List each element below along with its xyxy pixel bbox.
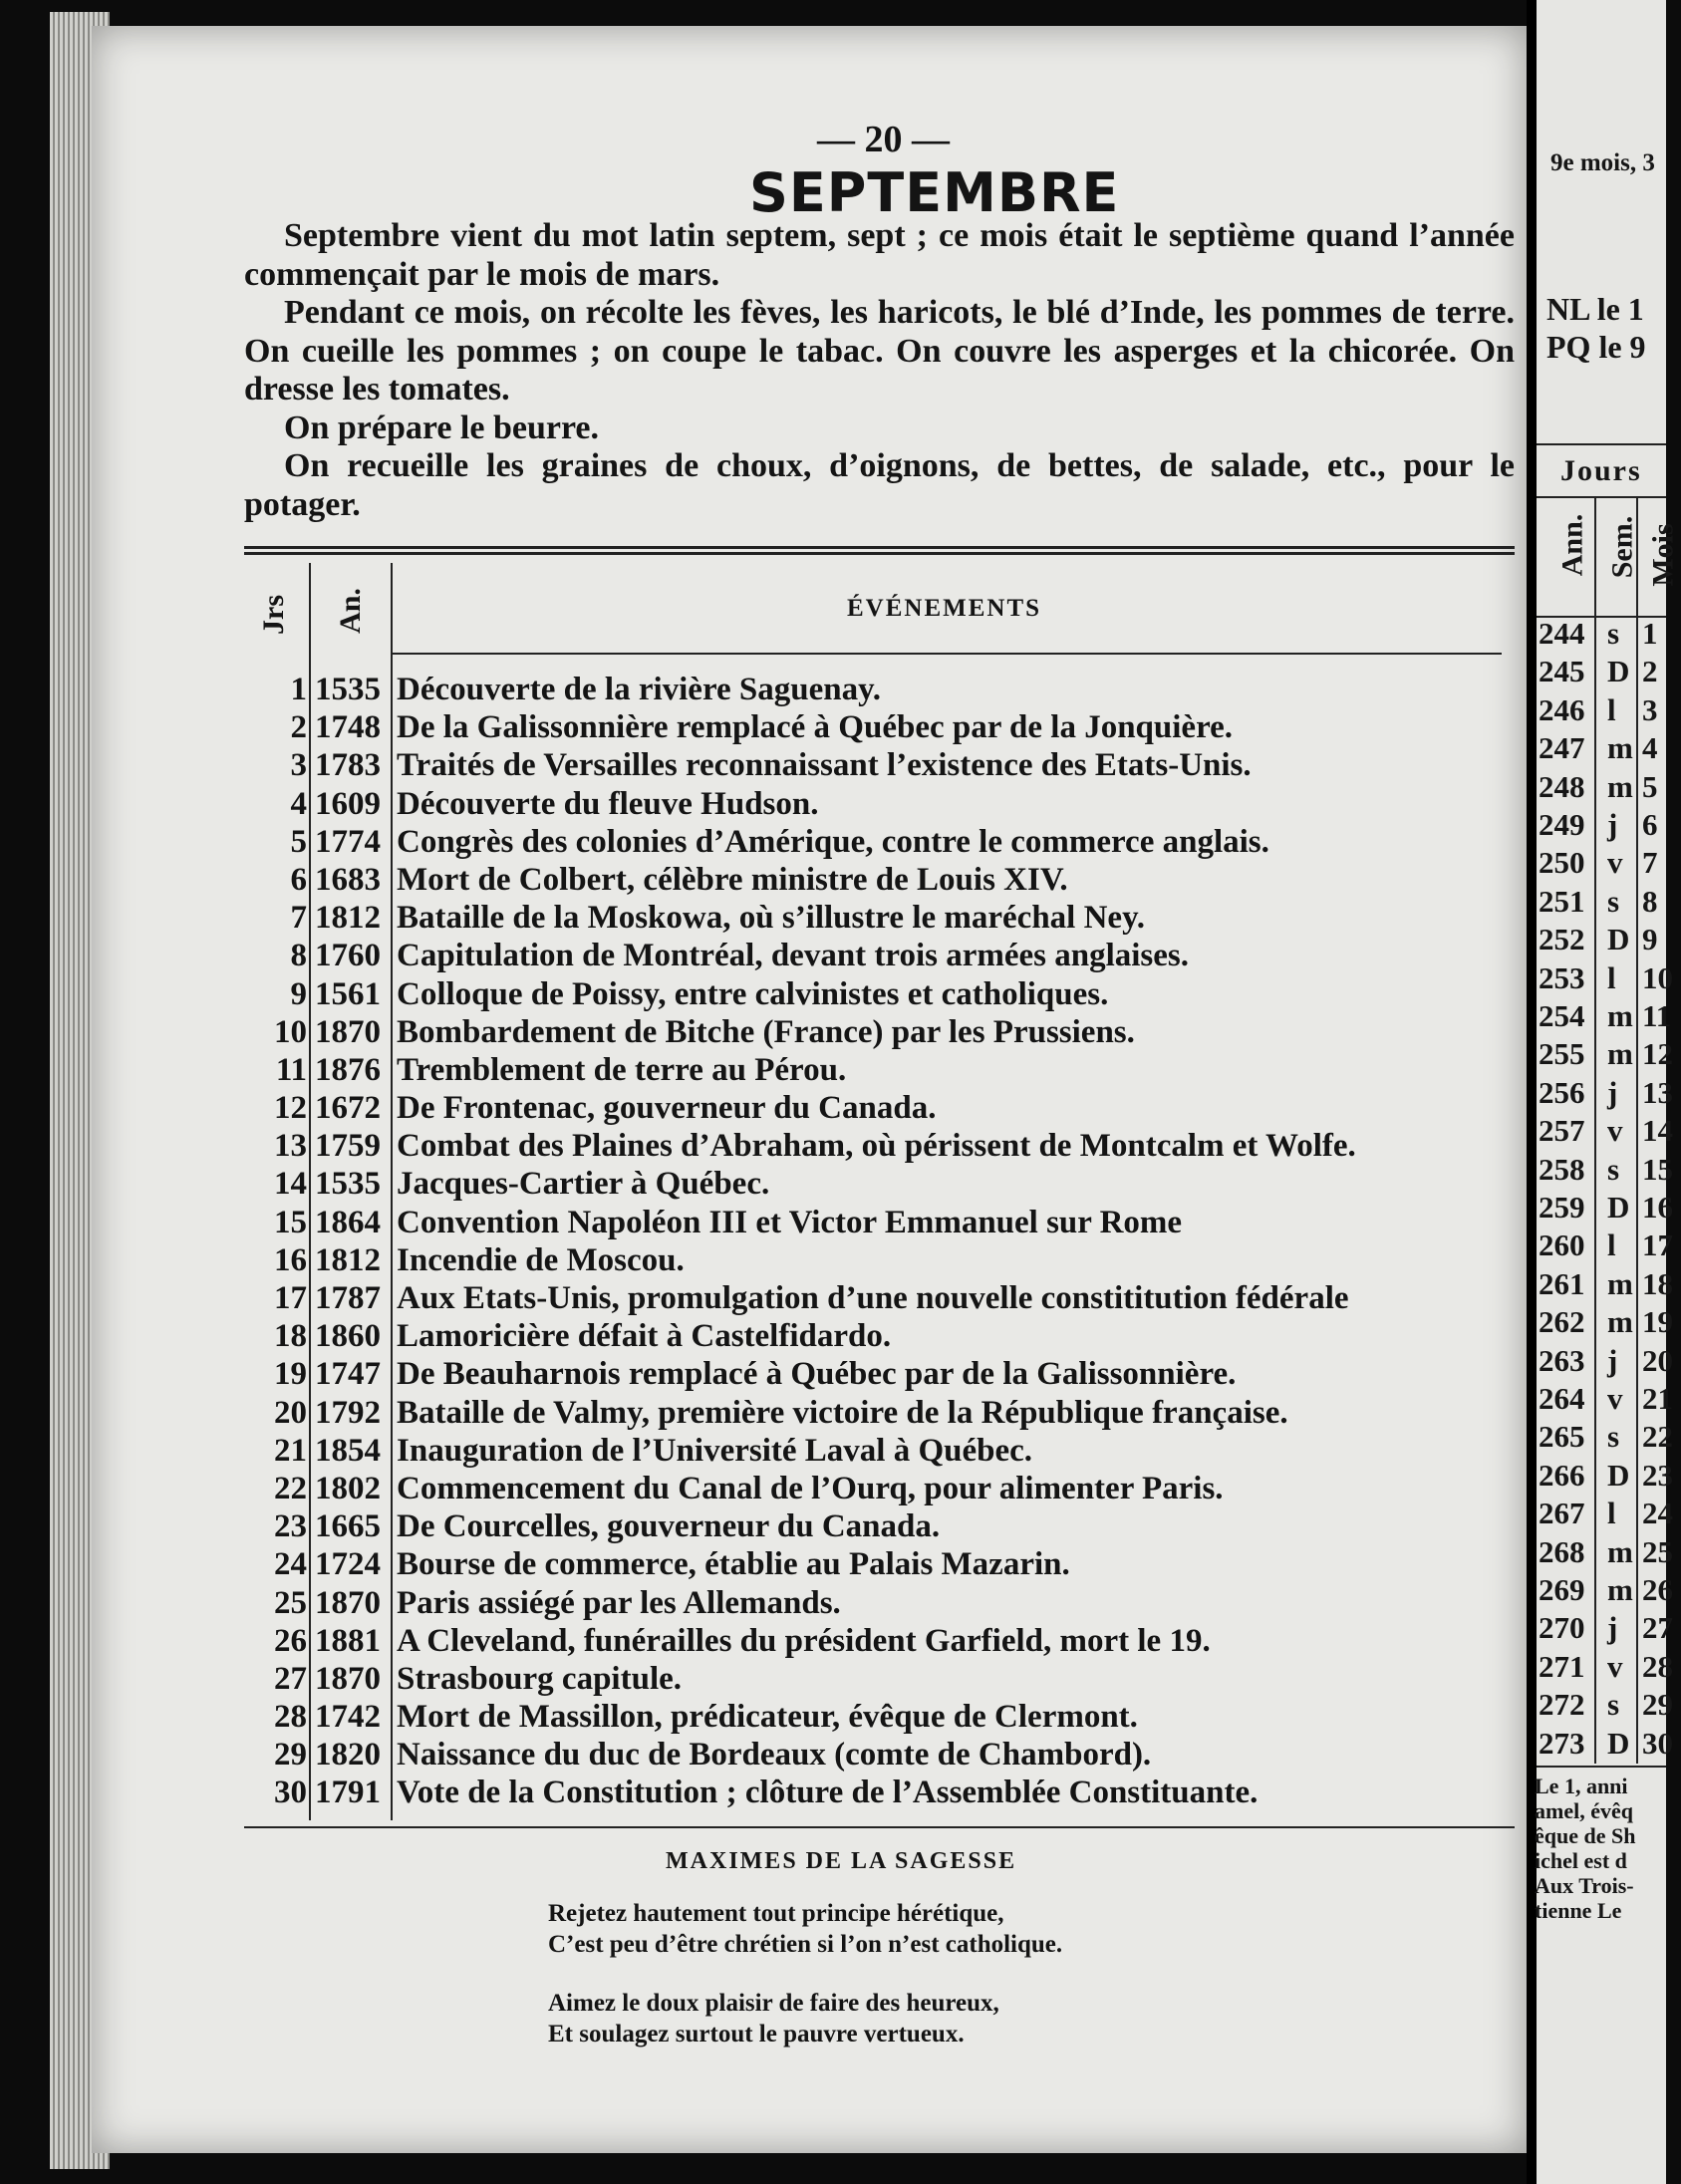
year-cell: 1683 — [315, 861, 381, 898]
right-mois-cell: 13 — [1642, 1074, 1673, 1110]
right-sem-cell: D — [1607, 1725, 1630, 1761]
right-sem-cell: m — [1607, 998, 1633, 1033]
right-ann-cell: 253 — [1539, 959, 1585, 995]
right-mois-cell: 26 — [1642, 1572, 1673, 1607]
table-row — [244, 1166, 1530, 1204]
day-cell: 18 — [274, 1318, 307, 1355]
day-cell: 1 — [290, 672, 307, 707]
day-cell: 11 — [275, 1051, 307, 1088]
right-ann-cell: 254 — [1539, 998, 1585, 1033]
event-cell: A Cleveland, funérailles du président Garfield, mort le 19. — [397, 1622, 1211, 1659]
event-cell: Bombardement de Bitche (France) par les Prussiens. — [397, 1013, 1135, 1050]
maxims-title: MAXIMES DE LA SAGESSE — [666, 1848, 1017, 1874]
right-sem-cell: s — [1607, 616, 1620, 651]
right-ann-cell: 264 — [1539, 1381, 1585, 1416]
year-cell: 1870 — [315, 1660, 381, 1697]
maxim-line: Rejetez hautement tout principe hérétique, — [548, 1900, 1004, 1927]
table-row — [244, 824, 1530, 862]
right-ann-cell: 267 — [1539, 1496, 1585, 1531]
event-cell: Aux Etats-Unis, promulgation d’une nouvelle constititution fédérale — [397, 1280, 1349, 1316]
right-mois-cell: 20 — [1642, 1342, 1673, 1378]
table-row — [244, 1090, 1530, 1128]
right-ann-cell: 252 — [1539, 922, 1585, 957]
right-sem-cell: l — [1607, 1496, 1616, 1531]
right-ann-cell: 260 — [1539, 1228, 1585, 1263]
year-cell: 1672 — [315, 1090, 381, 1127]
right-mois-cell: 10 — [1642, 959, 1673, 995]
day-cell: 15 — [274, 1204, 307, 1240]
right-ann-cell: 265 — [1539, 1419, 1585, 1455]
event-cell: De Frontenac, gouverneur du Canada. — [397, 1090, 937, 1127]
right-ann-cell: 263 — [1539, 1342, 1585, 1378]
right-ann-cell: 268 — [1539, 1533, 1585, 1569]
table-row — [244, 1205, 1530, 1242]
right-mois-cell: 9 — [1642, 922, 1658, 957]
table-row — [244, 1737, 1530, 1774]
column-header-year: An. — [333, 588, 367, 634]
right-mois-cell: 2 — [1642, 654, 1658, 689]
table-row — [244, 1014, 1530, 1052]
year-cell: 1535 — [315, 672, 381, 707]
day-cell: 27 — [274, 1660, 307, 1697]
right-mois-cell: 22 — [1642, 1419, 1673, 1455]
day-cell: 5 — [290, 823, 307, 860]
event-cell: Capitulation de Montréal, devant trois armées anglaises. — [397, 938, 1190, 974]
events-table — [244, 672, 1530, 1813]
table-row — [244, 747, 1530, 785]
right-mois-cell: 15 — [1642, 1151, 1673, 1187]
right-sem-cell: s — [1607, 1151, 1620, 1187]
right-ann-cell: 272 — [1539, 1687, 1585, 1723]
year-cell: 1860 — [315, 1318, 381, 1355]
event-cell: De Beauharnois remplacé à Québec par de la Galissonnière. — [397, 1356, 1237, 1393]
year-cell: 1609 — [315, 785, 381, 822]
right-mois-cell: 30 — [1642, 1725, 1673, 1761]
event-cell: Mort de Massillon, prédicateur, évêque de Clermont. — [397, 1699, 1138, 1736]
right-sem-cell: v — [1607, 1648, 1623, 1684]
day-cell: 8 — [290, 938, 307, 974]
table-row — [244, 1433, 1530, 1471]
maxim-line: Aimez le doux plaisir de faire des heureux, — [548, 1990, 999, 2017]
right-mois-cell: 29 — [1642, 1687, 1673, 1723]
day-cell: 19 — [274, 1356, 307, 1393]
right-sem-cell: l — [1607, 1228, 1616, 1263]
right-mois-cell: 17 — [1642, 1228, 1673, 1263]
right-note-line: Aux Trois- — [1535, 1873, 1634, 1898]
event-cell: Commencement du Canal de l’Ourq, pour alimenter Paris. — [397, 1470, 1224, 1506]
right-ann-cell: 256 — [1539, 1074, 1585, 1110]
table-row — [244, 976, 1530, 1014]
right-ann-cell: 271 — [1539, 1648, 1585, 1684]
year-cell: 1760 — [315, 938, 381, 974]
right-ann-cell: 258 — [1539, 1151, 1585, 1187]
year-cell: 1802 — [315, 1470, 381, 1506]
right-column-divider — [1636, 498, 1638, 1764]
right-ann-cell: 249 — [1539, 807, 1585, 842]
right-mois-cell: 21 — [1642, 1381, 1673, 1416]
day-cell: 17 — [274, 1280, 307, 1316]
day-cell: 22 — [274, 1470, 307, 1506]
year-cell: 1870 — [315, 1013, 381, 1050]
right-sem-cell: m — [1607, 1533, 1633, 1569]
event-cell: Bataille de la Moskowa, où s’illustre le maréchal Ney. — [397, 900, 1145, 937]
right-mois-cell: 8 — [1642, 883, 1658, 919]
event-cell: Jacques-Cartier à Québec. — [397, 1166, 770, 1203]
intro-paragraph: Pendant ce mois, on récolte les fèves, les haricots, le blé d’Inde, les pommes de terre. On cueille les pommes ; on coupe le tabac. On couvre les asperges et la chicorée. On dresse les tomates. — [244, 294, 1515, 408]
maxim-stanza — [548, 1988, 1246, 2049]
year-cell: 1747 — [315, 1356, 381, 1393]
intro-paragraph: On recueille les graines de choux, d’oignons, de bettes, de salade, etc., pour le potager. — [244, 447, 1515, 523]
day-cell: 24 — [274, 1546, 307, 1583]
right-mois-cell: 3 — [1642, 691, 1658, 727]
right-sem-cell: j — [1607, 807, 1618, 842]
right-sem-cell: m — [1607, 1572, 1633, 1607]
right-sem-cell: D — [1607, 1190, 1630, 1225]
event-cell: Naissance du duc de Bordeaux (comte de Chambord). — [397, 1737, 1152, 1774]
right-ann-cell: 261 — [1539, 1265, 1585, 1301]
right-sem-cell: m — [1607, 768, 1633, 804]
table-row — [244, 1128, 1530, 1166]
page-number: — 20 — — [817, 119, 950, 160]
right-col-ann: Ann. — [1555, 513, 1589, 577]
right-ann-cell: 270 — [1539, 1610, 1585, 1646]
right-ann-cell: 248 — [1539, 768, 1585, 804]
event-cell: Combat des Plaines d’Abraham, où périssent de Montcalm et Wolfe. — [397, 1128, 1356, 1165]
day-cell: 4 — [290, 785, 307, 822]
table-row — [244, 1661, 1530, 1699]
right-ann-cell: 246 — [1539, 691, 1585, 727]
right-sem-cell: j — [1607, 1342, 1618, 1378]
right-sem-cell: s — [1607, 1687, 1620, 1723]
table-row — [244, 1585, 1530, 1623]
intro-paragraph: Septembre vient du mot latin septem, sept ; ce mois était le septième quand l’année commençait par le mois de mars. — [244, 217, 1515, 293]
right-mois-cell: 7 — [1642, 845, 1658, 881]
event-cell: Mort de Colbert, célèbre ministre de Louis XIV. — [397, 861, 1068, 898]
right-mois-cell: 6 — [1642, 807, 1658, 842]
right-mois-cell: 18 — [1642, 1265, 1673, 1301]
table-row — [244, 1280, 1530, 1318]
table-row — [244, 1623, 1530, 1661]
event-cell: Vote de la Constitution ; clôture de l’Assemblée Constituante. — [397, 1774, 1259, 1811]
year-cell: 1791 — [315, 1774, 381, 1811]
right-sem-cell: s — [1607, 1419, 1620, 1455]
right-ann-cell: 269 — [1539, 1572, 1585, 1607]
maxim-line: C’est peu d’être chrétien si l’on n’est catholique. — [548, 1931, 1063, 1958]
day-cell: 9 — [290, 975, 307, 1012]
table-row — [244, 1052, 1530, 1090]
day-cell: 12 — [274, 1090, 307, 1127]
right-note-line: Le 1, anni — [1535, 1774, 1628, 1798]
right-ann-cell: 266 — [1539, 1457, 1585, 1493]
day-cell: 13 — [274, 1128, 307, 1165]
right-sem-cell: v — [1607, 1381, 1623, 1416]
right-ann-cell: 251 — [1539, 883, 1585, 919]
year-cell: 1759 — [315, 1128, 381, 1165]
table-row — [244, 1395, 1530, 1433]
right-mois-cell: 23 — [1642, 1457, 1673, 1493]
year-cell: 1820 — [315, 1737, 381, 1774]
day-cell: 26 — [274, 1622, 307, 1659]
event-cell: Incendie de Moscou. — [397, 1241, 685, 1278]
footer-rule — [244, 1826, 1515, 1828]
year-cell: 1870 — [315, 1584, 381, 1621]
day-cell: 6 — [290, 861, 307, 898]
right-sem-cell: m — [1607, 1036, 1633, 1072]
right-sem-cell: j — [1607, 1074, 1618, 1110]
right-col-mois: Mois — [1646, 523, 1680, 587]
year-cell: 1535 — [315, 1166, 381, 1203]
day-cell: 10 — [274, 1013, 307, 1050]
table-row — [244, 1356, 1530, 1394]
right-sem-cell: s — [1607, 883, 1620, 919]
day-cell: 29 — [274, 1737, 307, 1774]
year-cell: 1864 — [315, 1204, 381, 1240]
table-row — [244, 672, 1530, 709]
right-mois-cell: 4 — [1642, 730, 1658, 766]
column-header-events: ÉVÉNEMENTS — [847, 595, 1042, 622]
right-ann-cell: 244 — [1539, 616, 1585, 651]
right-col-sem: Sem. — [1605, 515, 1639, 579]
page-title: SEPTEMBRE — [749, 161, 1120, 224]
right-mois-cell: 16 — [1642, 1190, 1673, 1225]
day-cell: 3 — [290, 747, 307, 784]
year-cell: 1787 — [315, 1280, 381, 1316]
year-cell: 1876 — [315, 1051, 381, 1088]
year-cell: 1881 — [315, 1622, 381, 1659]
right-sem-cell: D — [1607, 1457, 1630, 1493]
right-mois-cell: 12 — [1642, 1036, 1673, 1072]
right-note-line: amel, évêq — [1535, 1798, 1633, 1823]
event-cell: De Courcelles, gouverneur du Canada. — [397, 1508, 941, 1545]
day-cell: 28 — [274, 1699, 307, 1736]
right-sem-cell: D — [1607, 654, 1630, 689]
right-mois-cell: 27 — [1642, 1610, 1673, 1646]
right-note-line: tienne Le — [1535, 1898, 1622, 1923]
right-ann-cell: 255 — [1539, 1036, 1585, 1072]
day-cell: 14 — [274, 1166, 307, 1203]
right-note-line: ichel est d — [1535, 1848, 1627, 1873]
event-cell: Paris assiégé par les Allemands. — [397, 1584, 841, 1621]
table-row — [244, 1546, 1530, 1584]
year-cell: 1742 — [315, 1699, 381, 1736]
table-row — [244, 1699, 1530, 1737]
right-page-rule — [1537, 496, 1666, 498]
header-rule — [244, 546, 1515, 555]
event-cell: Inauguration de l’Université Laval à Québec. — [397, 1432, 1033, 1469]
year-cell: 1748 — [315, 709, 381, 746]
event-cell: Traités de Versailles reconnaissant l’existence des Etats-Unis. — [397, 747, 1252, 784]
year-cell: 1792 — [315, 1394, 381, 1431]
right-ann-cell: 273 — [1539, 1725, 1585, 1761]
right-page-header: 9e mois, 3 — [1550, 149, 1655, 176]
year-cell: 1561 — [315, 975, 381, 1012]
right-mois-cell: 1 — [1642, 616, 1658, 651]
event-cell: Strasbourg capitule. — [397, 1660, 683, 1697]
day-cell: 25 — [274, 1584, 307, 1621]
event-cell: Lamoricière défait à Castelfidardo. — [397, 1318, 892, 1355]
right-ann-cell: 247 — [1539, 730, 1585, 766]
right-mois-cell: 11 — [1642, 998, 1672, 1033]
maxim-line: Et soulagez surtout le pauvre vertueux. — [548, 2021, 965, 2048]
right-sem-cell: m — [1607, 730, 1633, 766]
year-cell: 1812 — [315, 900, 381, 937]
table-row — [244, 1508, 1530, 1546]
right-ann-cell: 262 — [1539, 1304, 1585, 1340]
right-mois-cell: 19 — [1642, 1304, 1673, 1340]
right-page-jours: Jours — [1560, 454, 1642, 487]
right-sem-cell: m — [1607, 1265, 1633, 1301]
table-row — [244, 862, 1530, 900]
right-ann-cell: 259 — [1539, 1190, 1585, 1225]
right-ann-cell: 257 — [1539, 1113, 1585, 1149]
event-cell: Colloque de Poissy, entre calvinistes et catholiques. — [397, 975, 1109, 1012]
event-cell: Bataille de Valmy, première victoire de la République française. — [397, 1394, 1288, 1431]
maxim-stanza — [548, 1898, 1246, 1960]
day-cell: 30 — [274, 1774, 307, 1811]
right-sem-cell: l — [1607, 691, 1616, 727]
table-row — [244, 1318, 1530, 1356]
right-sem-cell: v — [1607, 845, 1623, 881]
event-cell: De la Galissonnière remplacé à Québec par de la Jonquière. — [397, 709, 1234, 746]
day-cell: 23 — [274, 1508, 307, 1545]
table-row — [244, 1242, 1530, 1280]
event-cell: Découverte du fleuve Hudson. — [397, 785, 819, 822]
day-cell: 20 — [274, 1394, 307, 1431]
event-cell: Convention Napoléon III et Victor Emmanuel sur Rome — [397, 1204, 1183, 1240]
intro-text — [244, 217, 1515, 524]
table-row — [244, 786, 1530, 824]
right-sem-cell: l — [1607, 959, 1616, 995]
column-header-day: Jrs — [257, 595, 290, 635]
right-ann-cell: 250 — [1539, 845, 1585, 881]
right-ann-cell: 245 — [1539, 654, 1585, 689]
right-note-line: êque de Sh — [1535, 1823, 1636, 1848]
event-cell: Bourse de commerce, établie au Palais Mazarin. — [397, 1546, 1070, 1583]
day-cell: 16 — [274, 1241, 307, 1278]
year-cell: 1724 — [315, 1546, 381, 1583]
right-mois-cell: 25 — [1642, 1533, 1673, 1569]
right-sem-cell: j — [1607, 1610, 1618, 1646]
table-row — [244, 938, 1530, 975]
event-cell: Congrès des colonies d’Amérique, contre le commerce anglais. — [397, 823, 1269, 860]
right-mois-cell: 28 — [1642, 1648, 1673, 1684]
table-row — [244, 709, 1530, 747]
intro-paragraph: On prépare le beurre. — [284, 409, 600, 446]
day-cell: 7 — [290, 900, 307, 937]
table-row — [244, 1774, 1530, 1812]
right-sem-cell: m — [1607, 1304, 1633, 1340]
right-mois-cell: 24 — [1642, 1496, 1673, 1531]
year-cell: 1812 — [315, 1241, 381, 1278]
moon-phase: PQ le 9 — [1546, 329, 1646, 365]
event-cell: Tremblement de terre au Pérou. — [397, 1051, 847, 1088]
day-cell: 21 — [274, 1432, 307, 1469]
right-mois-cell: 5 — [1642, 768, 1658, 804]
right-column-divider — [1594, 498, 1596, 1764]
right-mois-cell: 14 — [1642, 1113, 1673, 1149]
event-cell: Découverte de la rivière Saguenay. — [397, 672, 882, 707]
moon-phase: NL le 1 — [1546, 291, 1644, 327]
right-sem-cell: v — [1607, 1113, 1623, 1149]
right-page-rule — [1537, 443, 1666, 445]
year-cell: 1665 — [315, 1508, 381, 1545]
year-cell: 1854 — [315, 1432, 381, 1469]
right-page-rule — [1537, 1766, 1666, 1768]
header-underline — [391, 653, 1502, 655]
right-sem-cell: D — [1607, 922, 1630, 957]
table-row — [244, 1471, 1530, 1508]
day-cell: 2 — [290, 709, 307, 746]
year-cell: 1774 — [315, 823, 381, 860]
table-row — [244, 900, 1530, 938]
year-cell: 1783 — [315, 747, 381, 784]
